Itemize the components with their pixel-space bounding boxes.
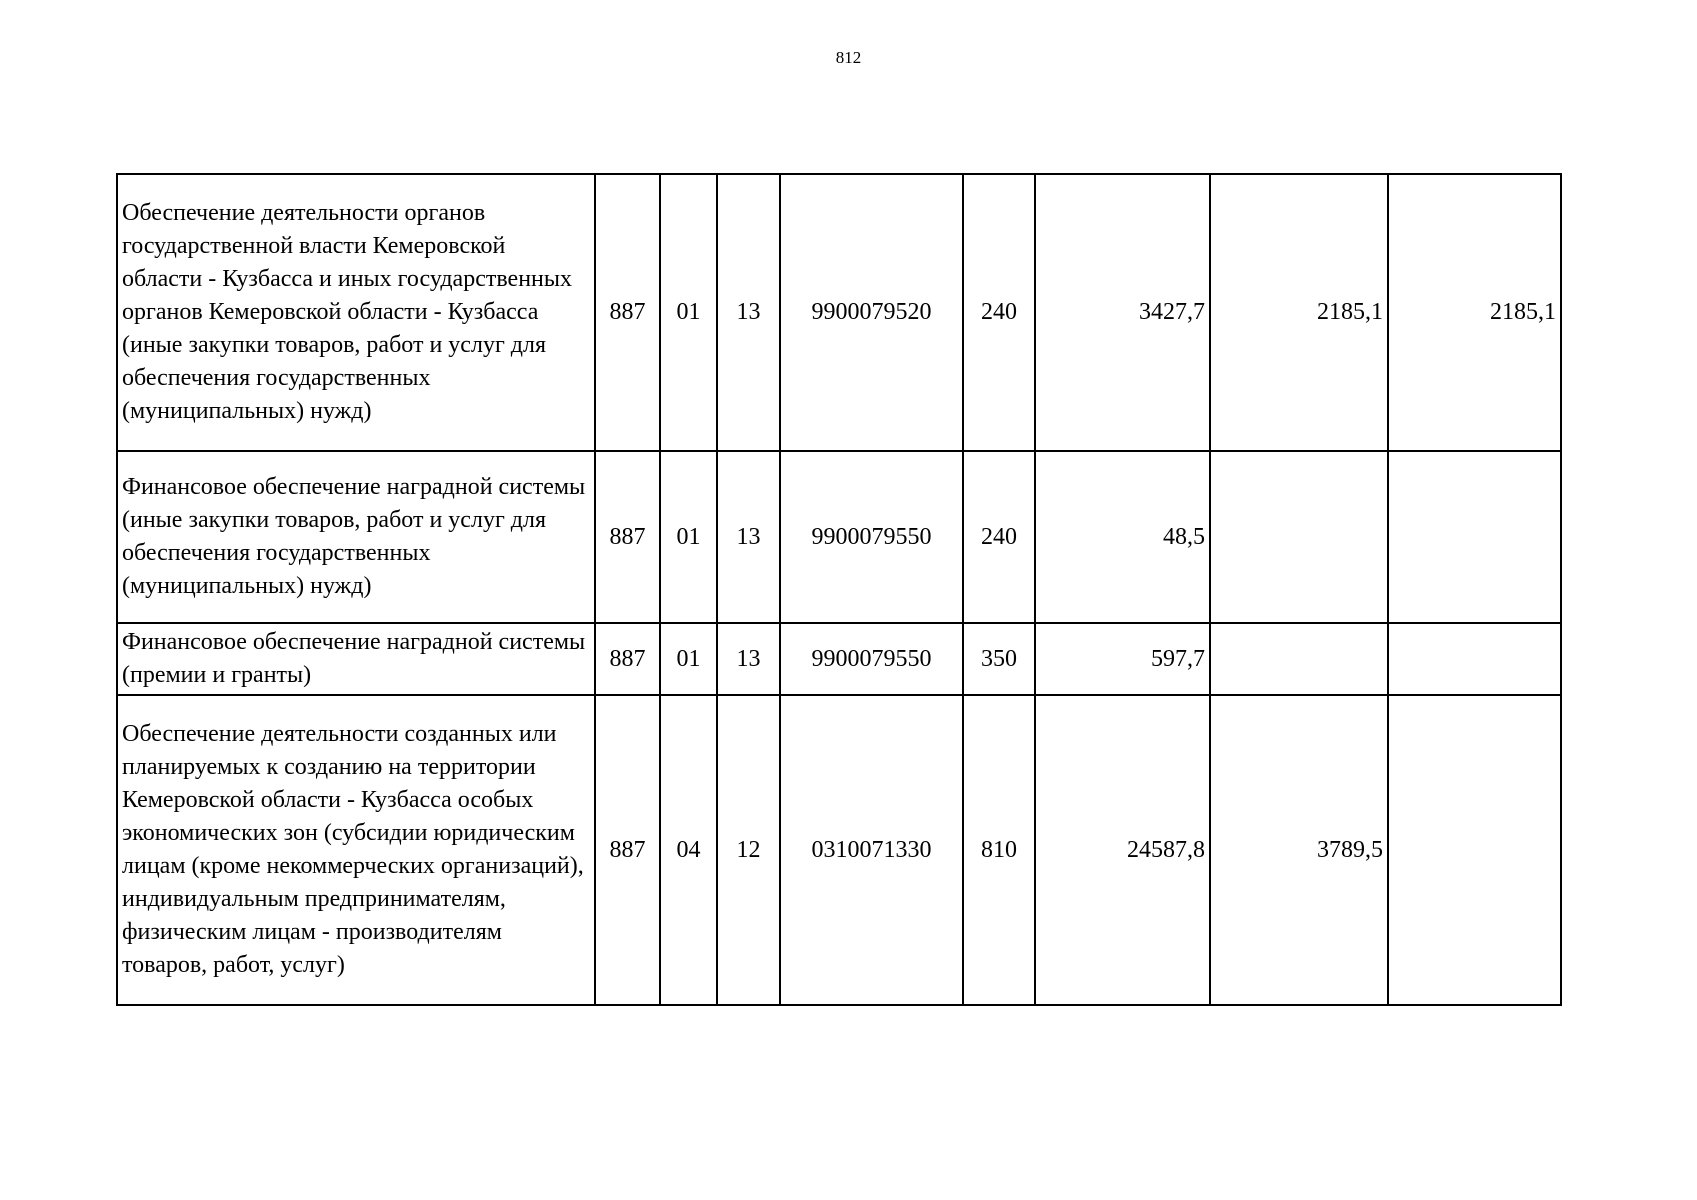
- row-description: Финансовое обеспечение наградной системы (премии и гранты): [117, 623, 595, 695]
- amount-2: [1210, 451, 1388, 623]
- target-article-code: 9900079520: [780, 174, 963, 451]
- table-row: [117, 174, 1561, 451]
- row-description: Обеспечение деятельности органов государственной власти Кемеровской области - Кузбасса и иных государственных органов Кемеровской области - Кузбасса (иные закупки товаров, работ и услуг для обеспечения государственных (муниципальных) нужд): [117, 174, 595, 451]
- section-code: 01: [660, 451, 717, 623]
- subsection-code: 12: [717, 695, 780, 1005]
- subsection-code: 13: [717, 174, 780, 451]
- amount-1: 48,5: [1035, 451, 1210, 623]
- subsection-code: 13: [717, 451, 780, 623]
- amount-3: [1388, 451, 1561, 623]
- amount-1: 597,7: [1035, 623, 1210, 695]
- row-description: Финансовое обеспечение наградной системы (иные закупки товаров, работ и услуг для обеспечения государственных (муниципальных) нужд): [117, 451, 595, 623]
- table-row: [117, 451, 1561, 623]
- row-description: Обеспечение деятельности созданных или планируемых к созданию на территории Кемеровской области - Кузбасса особых экономических зон (субсидии юридическим лицам (кроме некоммерческих организаций), индивидуальным предпринимателям, физическим лицам - производителям товаров, работ, услуг): [117, 695, 595, 1005]
- section-code: 01: [660, 174, 717, 451]
- ministry-code: 887: [595, 174, 660, 451]
- expense-type-code: 240: [963, 451, 1035, 623]
- subsection-code: 13: [717, 623, 780, 695]
- ministry-code: 887: [595, 451, 660, 623]
- amount-3: 2185,1: [1388, 174, 1561, 451]
- amount-2: 3789,5: [1210, 695, 1388, 1005]
- expense-type-code: 350: [963, 623, 1035, 695]
- target-article-code: 0310071330: [780, 695, 963, 1005]
- ministry-code: 887: [595, 623, 660, 695]
- amount-1: 3427,7: [1035, 174, 1210, 451]
- expense-type-code: 240: [963, 174, 1035, 451]
- target-article-code: 9900079550: [780, 623, 963, 695]
- ministry-code: 887: [595, 695, 660, 1005]
- amount-2: 2185,1: [1210, 174, 1388, 451]
- page-number: 812: [835, 48, 862, 67]
- amount-1: 24587,8: [1035, 695, 1210, 1005]
- section-code: 01: [660, 623, 717, 695]
- expense-type-code: 810: [963, 695, 1035, 1005]
- table-row: [117, 695, 1561, 1005]
- section-code: 04: [660, 695, 717, 1005]
- budget-table: [116, 173, 1562, 1006]
- target-article-code: 9900079550: [780, 451, 963, 623]
- amount-3: [1388, 623, 1561, 695]
- amount-2: [1210, 623, 1388, 695]
- amount-3: [1388, 695, 1561, 1005]
- table-row: [117, 623, 1561, 695]
